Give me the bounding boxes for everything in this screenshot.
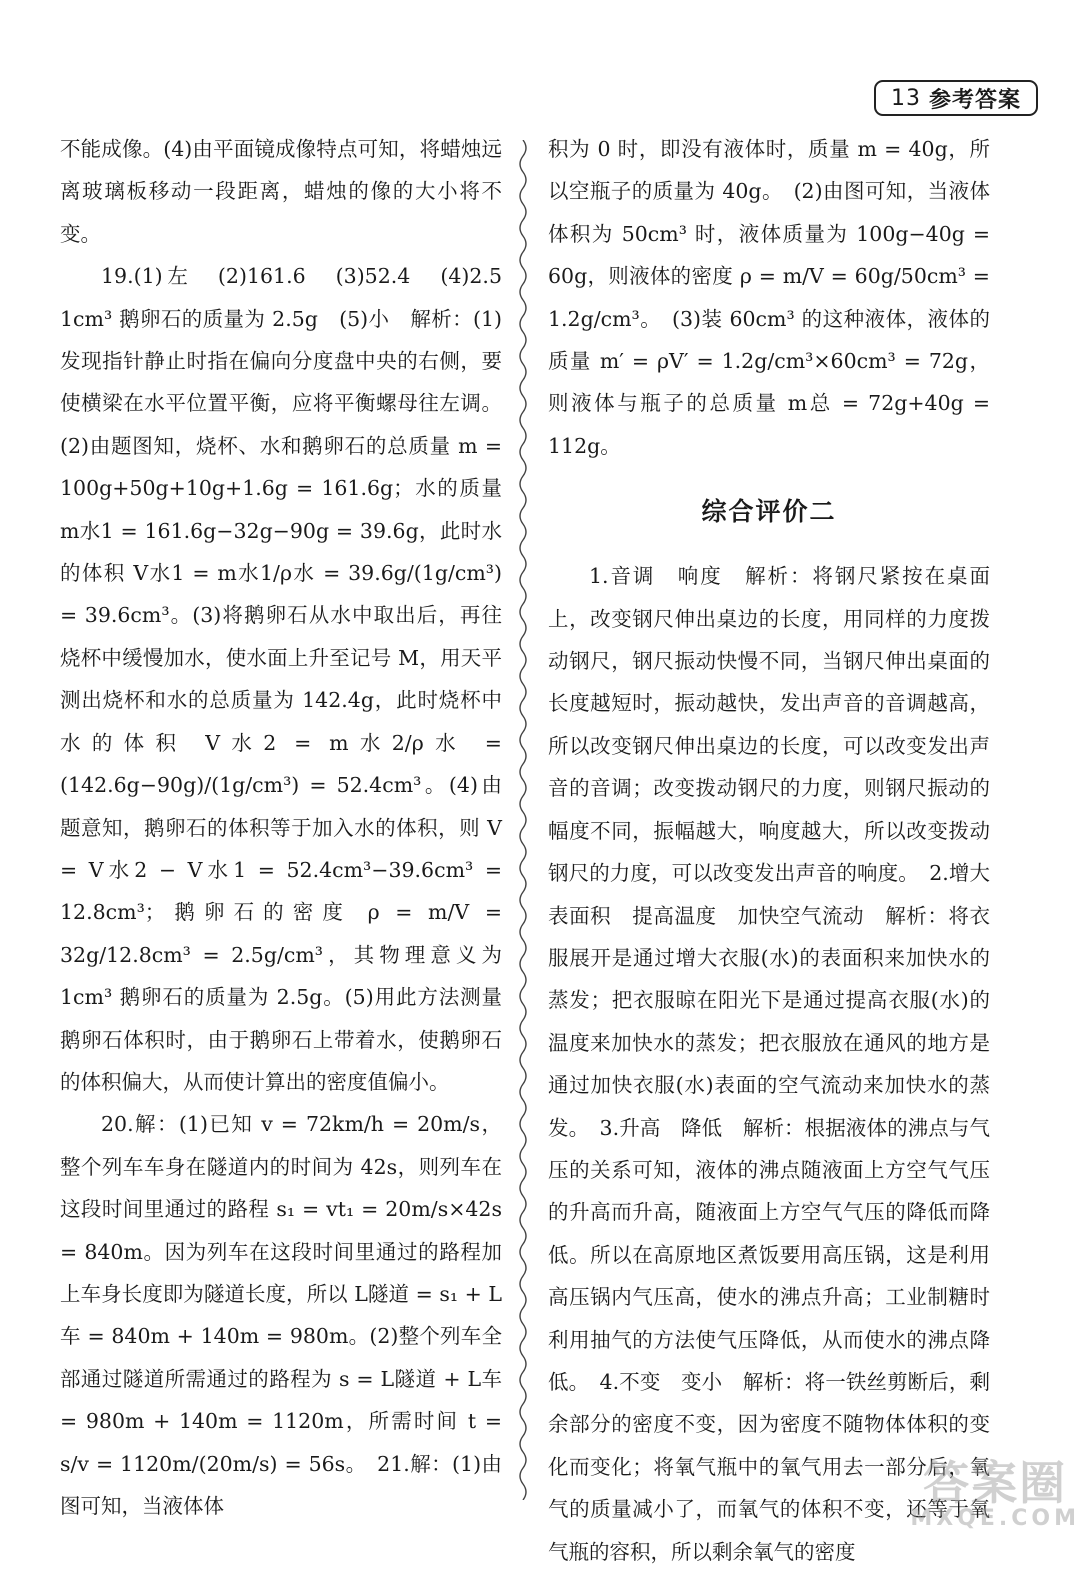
watermark-text: 答案圈: [923, 1456, 1068, 1510]
paragraph: 积为 0 时，即没有液体时，质量 m = 40g，所以空瓶子的质量为 40g。 (2)由图可知，当液体体积为 50cm³ 时，液体质量为 100g−40g = 60g，则液体的密度 ρ = m/V = 60g/50cm³ = 1.2g/cm³。 (3)装 60cm³ 的这种液体，液体的质量 m′ = ρV′ = 1.2g/cm³×60cm³ = 72g，则液体与瓶子的总质量 m总 = 72g+40g = 112g。: [548, 137, 990, 458]
paragraph: 19.(1)左 (2)161.6 (3)52.4 (4)2.5 1cm³ 鹅卵石的质量为 2.5g (5)小 解析：(1)发现指针静止时指在偏向分度盘中央的右侧，要使横梁在水平位置平衡，应将平衡螺母往左调。(2)由题图知，烧杯、水和鹅卵石的总质量 m = 100g+50g+10g+1.6g = 161.6g；水的质量 m水1 = 161.6g−32g−90g = 39.6g，此时水的体积 V水1 = m水1/ρ水 = 39.6g/(1g/cm³) = 39.6cm³。(3)将鹅卵石从水中取出后，再往烧杯中缓慢加水，使水面上升至记号 M，用天平测出烧杯和水的总质量为 142.4g，此时烧杯中水的体积 V水2 = m水2/ρ水 = (142.6g−90g)/(1g/cm³) = 52.4cm³。(4)由题意知，鹅卵石的体积等于加入水的体积，则 V = V水2 − V水1 = 52.4cm³−39.6cm³ = 12.8cm³；鹅卵石的密度 ρ = m/V = 32g/12.8cm³ = 2.5g/cm³，其物理意义为 1cm³ 鹅卵石的质量为 2.5g。(5)用此方法测量鹅卵石体积时，由于鹅卵石上带着水，使鹅卵石的体积偏大，从而使计算出的密度值偏小。: [60, 264, 523, 1094]
page-header-badge: [874, 80, 1038, 116]
page-number: 13: [890, 85, 921, 111]
section-title: 综合评价二: [701, 497, 837, 527]
paragraph: 不能成像。(4)由平面镜成像特点可知，将蜡烛远离玻璃板移动一段距离，蜡烛的像的大小将不变。: [60, 137, 502, 246]
watermark-url: MXQE.COM: [910, 1506, 1080, 1531]
right-column: [548, 128, 990, 1573]
section-label: 参考答案: [928, 87, 1021, 113]
wavy-column-divider: [516, 140, 530, 1500]
paragraph: 1.音调 响度 解析：将钢尺紧按在桌面上，改变钢尺伸出桌边的长度，用同样的力度拨动钢尺，钢尺振动快慢不同，当钢尺伸出桌面的长度越短时，振动越快，发出声音的音调越高，所以改变钢尺伸出桌边的长度，可以改变发出声音的音调；改变拨动钢尺的力度，则钢尺振动的幅度不同，振幅越大，响度越大，所以改变拨动钢尺的力度，可以改变发出声音的响度。 2.增大表面积 提高温度 加快空气流动 解析：将衣服展开是通过增大衣服(水)的表面积来加快水的蒸发；把衣服晾在阳光下是通过提高衣服(水)的温度来加快水的蒸发；把衣服放在通风的地方是通过加快衣服(水)表面的空气流动来加快水的蒸发。 3.升高 降低 解析：根据液体的沸点与气压的关系可知，液体的沸点随液面上方空气气压的升高而升高，随液面上方空气气压的降低而降低。所以在高原地区煮饭要用高压锅，这是利用高压锅内气压高，使水的沸点升高；工业制糖时利用抽气的方法使气压降低，从而使水的沸点降低。 4.不变 变小 解析：将一铁丝剪断后，剩余部分的密度不变，因为密度不随物体体积的变化而变化；将氧气瓶中的氧气用去一部分后，氧气的质量减小了，而氧气的体积不变，还等于氧气瓶的容积，所以剩余氧气的密度: [548, 564, 990, 1564]
left-column: [60, 128, 523, 1527]
paragraph: 20.解：(1)已知 v = 72km/h = 20m/s，整个列车车身在隧道内的时间为 42s，则列车在这段时间里通过的路程 s₁ = vt₁ = 20m/s×42s = 840m。因为列车在这段时间里通过的路程加上车身长度即为隧道长度，所以 L隧道 = s₁ + L车 = 840m + 140m = 980m。(2)整个列车全部通过隧道所需通过的路程为 s = L隧道 + L车 = 980m + 140m = 1120m，所需时间 t = s/v = 1120m/(20m/s) = 56s。 21.解：(1)由图可知，当液体体: [60, 1112, 502, 1518]
watermark-logo: [910, 1456, 1080, 1531]
